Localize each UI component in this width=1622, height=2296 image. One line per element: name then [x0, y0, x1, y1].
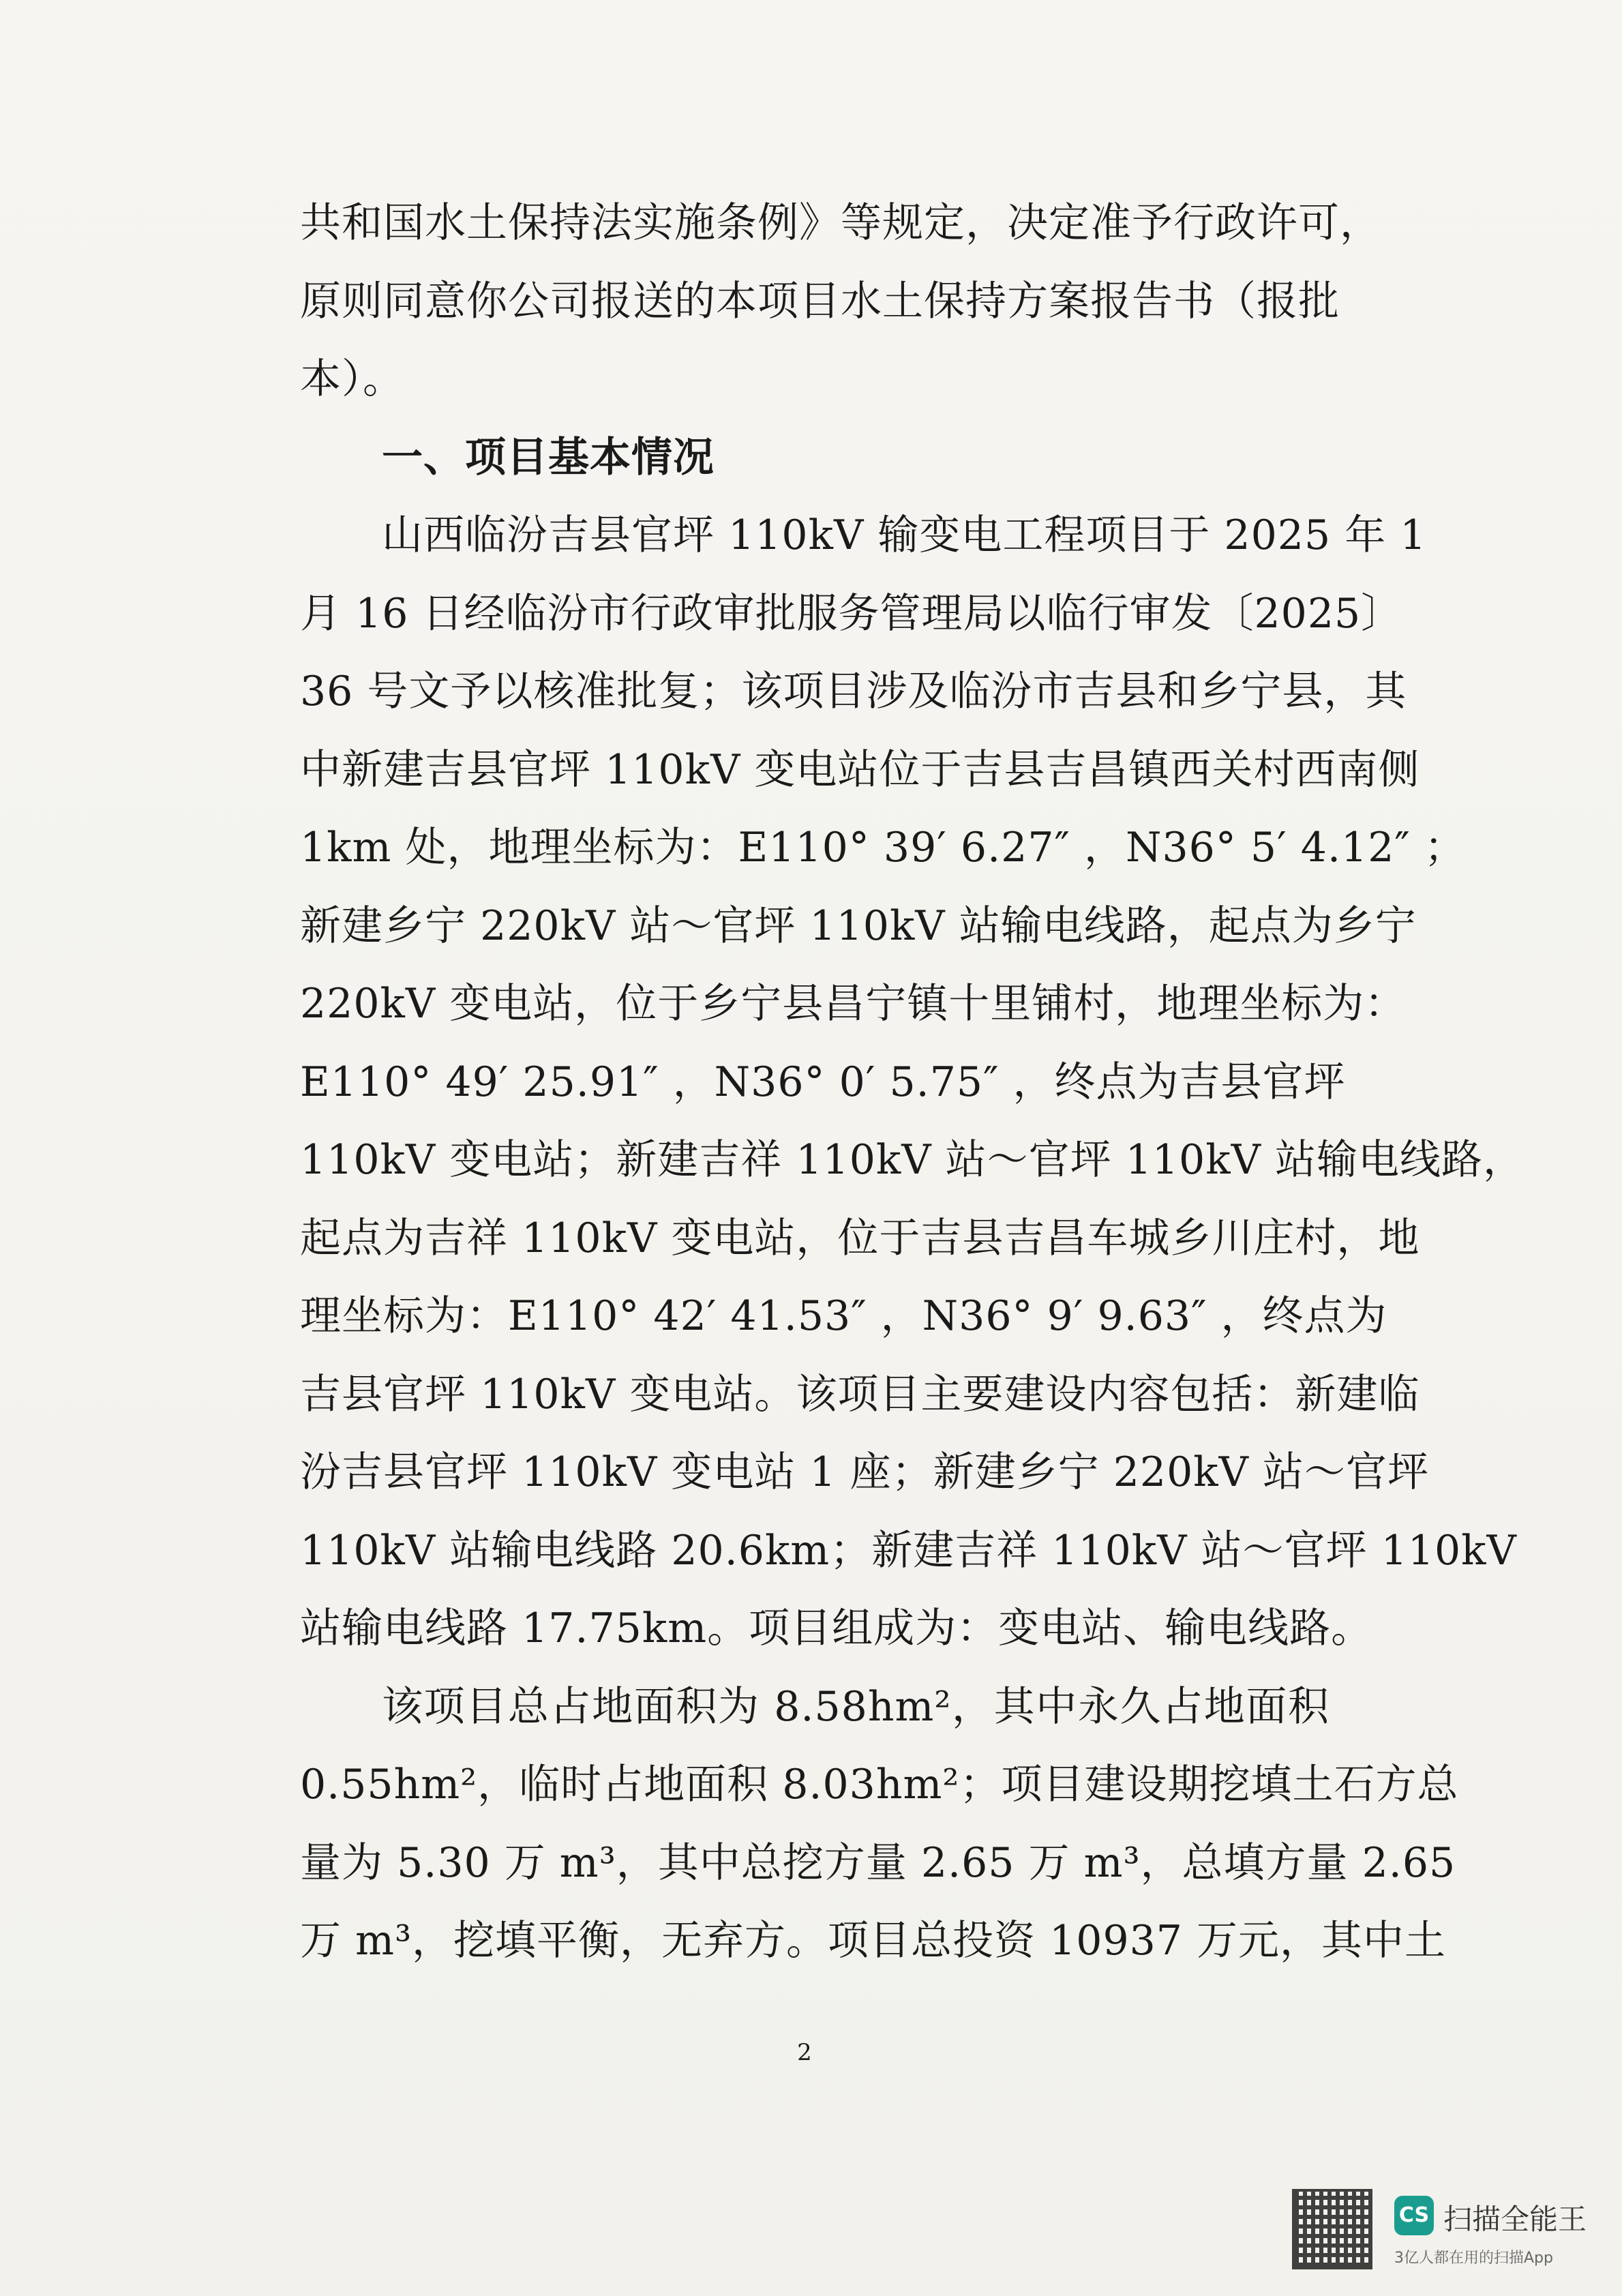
text-line: 220kV 变电站，位于乡宁县昌宁镇十里铺村，地理坐标为：	[300, 980, 1407, 1028]
text-line: 36 号文予以核准批复；该项目涉及临汾市吉县和乡宁县，其	[300, 668, 1407, 715]
page-number: 2	[797, 2039, 812, 2066]
text-line: 本）。	[300, 355, 404, 403]
text-line: 山西临汾吉县官坪 110kV 输变电工程项目于 2025 年 1	[382, 511, 1427, 559]
text-line: 站输电线路 17.75km。项目组成为：变电站、输电线路。	[300, 1605, 1373, 1652]
text-line: 吉县官坪 110kV 变电站。该项目主要建设内容包括：新建临	[300, 1370, 1420, 1418]
text-line: 起点为吉祥 110kV 变电站，位于吉县吉昌车城乡川庄村，地	[300, 1214, 1420, 1262]
brand-tagline: 3亿人都在用的扫描App	[1394, 2250, 1553, 2267]
text-line: 量为 5.30 万 m³，其中总挖方量 2.65 万 m³，总填方量 2.65	[300, 1838, 1456, 1887]
section-heading: 一、项目基本情况	[382, 433, 715, 481]
text-line: 110kV 站输电线路 20.6km；新建吉祥 110kV 站～官坪 110kV	[300, 1526, 1517, 1575]
text-line: E110° 49′ 25.91″ ，N36° 0′ 5.75″ ，终点为吉县官坪	[300, 1058, 1346, 1106]
text-line: 1km 处，地理坐标为：E110° 39′ 6.27″ ，N36° 5′ 4.12″ ；	[300, 824, 1466, 871]
text-line: 新建乡宁 220kV 站～官坪 110kV 站输电线路，起点为乡宁	[300, 901, 1417, 950]
scanner-watermark	[1292, 2189, 1612, 2278]
text-line: 汾吉县官坪 110kV 变电站 1 座；新建乡宁 220kV 站～官坪	[300, 1448, 1430, 1496]
text-line: 原则同意你公司报送的本项目水土保持方案报告书（报批	[300, 277, 1340, 325]
text-line: 110kV 变电站；新建吉祥 110kV 站～官坪 110kV 站输电线路，	[300, 1136, 1525, 1184]
text-line: 理坐标为：E110° 42′ 41.53″ ，N36° 9′ 9.63″ ，终点为	[300, 1292, 1387, 1340]
camscanner-logo-icon: CS	[1394, 2196, 1434, 2235]
text-line: 月 16 日经临汾市行政审批服务管理局以临行审发〔2025〕	[300, 589, 1403, 638]
body-text	[300, 184, 1525, 1980]
text-line: 中新建吉县官坪 110kV 变电站位于吉县吉昌镇西关村西南侧	[300, 745, 1420, 794]
brand-name: 扫描全能王	[1443, 2203, 1587, 2236]
text-line: 该项目总占地面积为 8.58hm²，其中永久占地面积	[382, 1682, 1330, 1731]
text-line: 共和国水土保持法实施条例》等规定，决定准予行政许可，	[300, 199, 1381, 247]
text-line: 万 m³，挖填平衡，无弃方。项目总投资 10937 万元，其中土	[300, 1917, 1447, 1965]
qr-code-icon	[1292, 2189, 1372, 2269]
text-line: 0.55hm²，临时占地面积 8.03hm²；项目建设期挖填土石方总	[300, 1761, 1459, 1808]
